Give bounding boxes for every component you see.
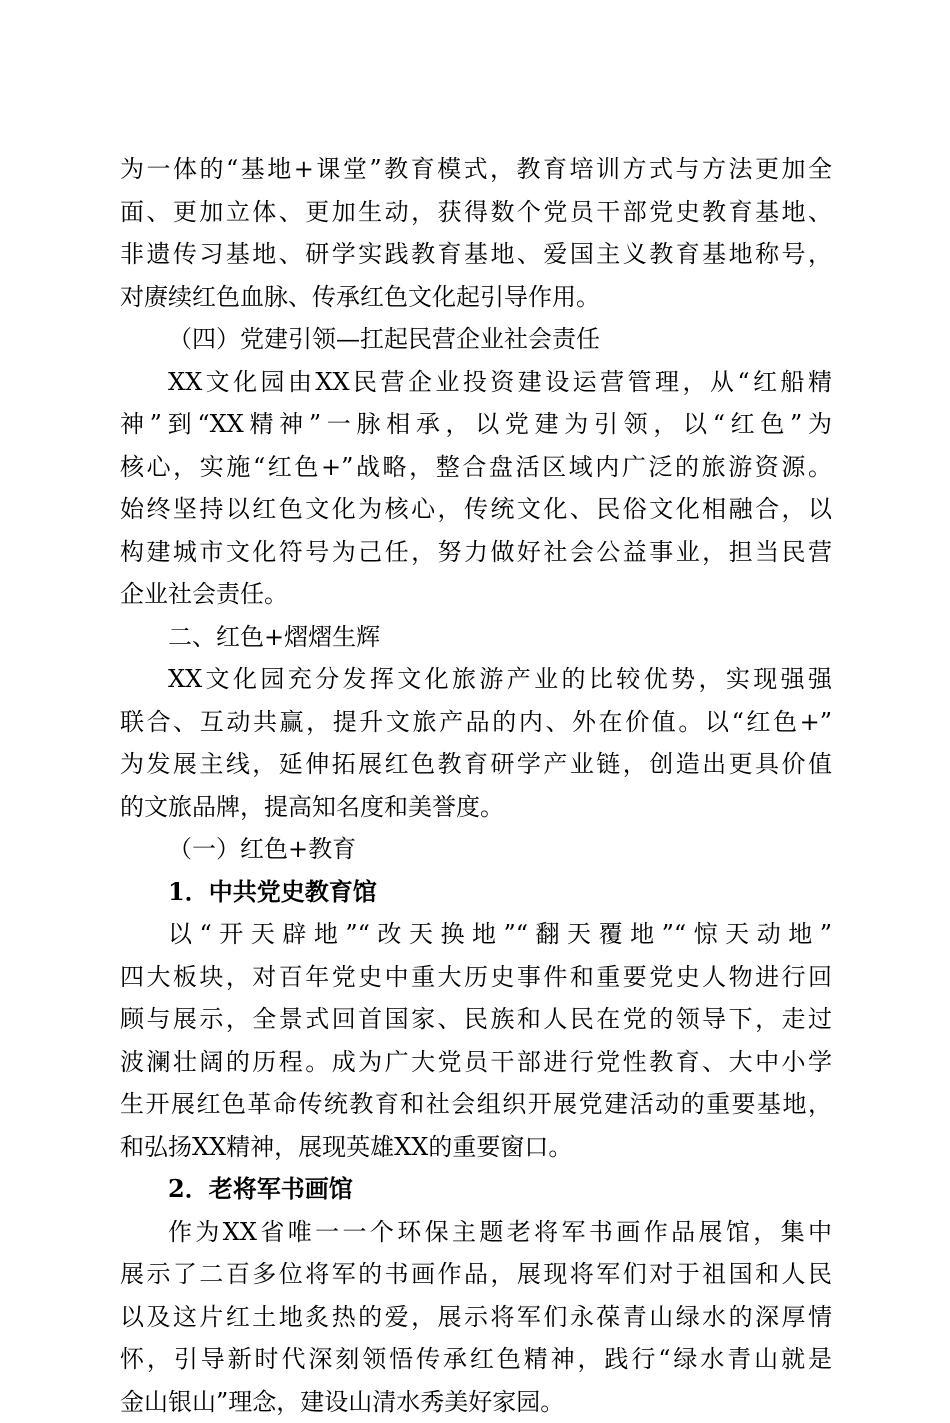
text-line: 始终坚持以红色文化为核心，传统文化、民俗文化相融合，以: [120, 488, 832, 531]
section-heading: 二、红色+熠熠生辉: [120, 616, 832, 659]
body-paragraph: [120, 1211, 832, 1423]
text-line: 非遗传习基地、研学实践教育基地、爱国主义教育基地称号，: [120, 233, 832, 276]
text-line: 波澜壮阔的历程。成为广大党员干部进行党性教育、大中小学: [120, 1041, 832, 1084]
text-line: 企业社会责任。: [120, 573, 832, 616]
text-line: XX文化园由XX民营企业投资建设运营管理，从“红船精: [120, 361, 832, 404]
text-line: 生开展红色革命传统教育和社会组织开展党建活动的重要基地，: [120, 1083, 832, 1126]
text-line: 以“开天辟地”“改天换地”“翻天覆地”“惊天动地”: [120, 913, 832, 956]
document-page: [120, 148, 832, 1423]
item-heading: 1．中共党史教育馆: [120, 871, 832, 914]
text-line: 四大板块，对百年党史中重大历史事件和重要党史人物进行回: [120, 956, 832, 999]
section-subheading: （一）红色+教育: [120, 828, 832, 871]
text-line: 怀，引导新时代深刻领悟传承红色精神，践行“绿水青山就是: [120, 1338, 832, 1381]
text-line: 核心，实施“红色+”战略，整合盘活区域内广泛的旅游资源。: [120, 446, 832, 489]
text-line: 顾与展示，全景式回首国家、民族和人民在党的领导下，走过: [120, 998, 832, 1041]
text-line: 为一体的“基地+课堂”教育模式，教育培训方式与方法更加全: [120, 148, 832, 191]
text-line: 为发展主线，延伸拓展红色教育研学产业链，创造出更具价值: [120, 743, 832, 786]
body-paragraph: [120, 658, 832, 828]
text-line: 面、更加立体、更加生动，获得数个党员干部党史教育基地、: [120, 191, 832, 234]
text-line: 和弘扬XX精神，展现英雄XX的重要窗口。: [120, 1126, 832, 1169]
body-paragraph: [120, 148, 832, 318]
text-line: 的文旅品牌，提高知名度和美誉度。: [120, 786, 832, 829]
text-line: 以及这片红土地炙热的爱，展示将军们永葆青山绿水的深厚情: [120, 1296, 832, 1339]
body-paragraph: [120, 913, 832, 1168]
text-line: 联合、互动共赢，提升文旅产品的内、外在价值。以“红色+”: [120, 701, 832, 744]
text-line: 金山银山”理念，建设山清水秀美好家园。: [120, 1381, 832, 1423]
text-line: 展示了二百多位将军的书画作品，展现将军们对于祖国和人民: [120, 1253, 832, 1296]
body-paragraph: [120, 361, 832, 616]
item-heading: 2．老将军书画馆: [120, 1168, 832, 1211]
text-line: 对赓续红色血脉、传承红色文化起引导作用。: [120, 276, 832, 319]
section-subheading: （四）党建引领—扛起民营企业社会责任: [120, 318, 832, 361]
text-line: XX文化园充分发挥文化旅游产业的比较优势，实现强强: [120, 658, 832, 701]
text-line: 构建城市文化符号为己任，努力做好社会公益事业，担当民营: [120, 531, 832, 574]
text-line: 作为XX省唯一一个环保主题老将军书画作品展馆，集中: [120, 1211, 832, 1254]
text-line: 神”到“XX精神”一脉相承，以党建为引领，以“红色”为: [120, 403, 832, 446]
